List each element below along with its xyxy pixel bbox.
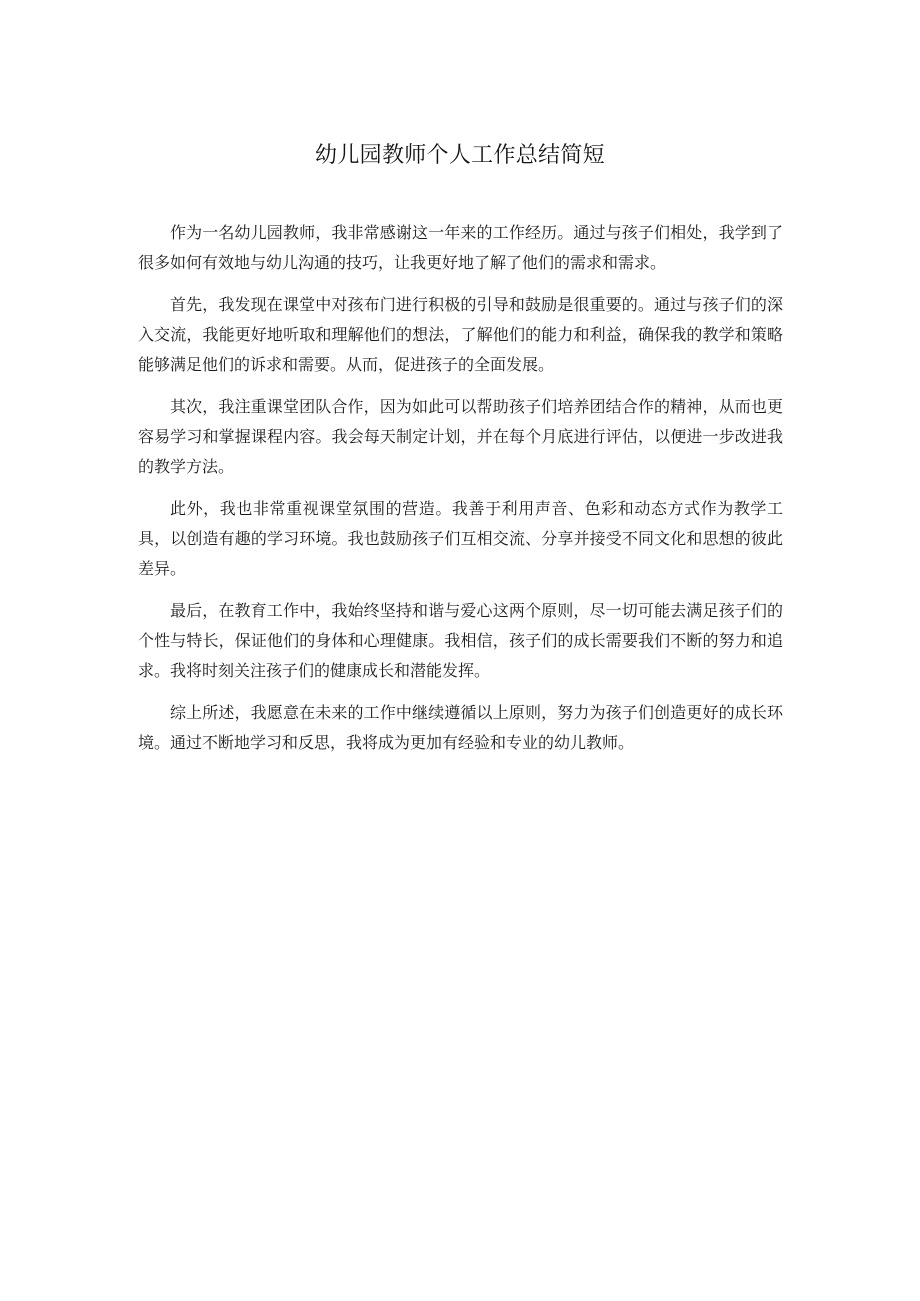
document-title: 幼儿园教师个人工作总结简短	[315, 143, 605, 168]
document-body	[138, 218, 783, 770]
paragraph-first: 首先，我发现在课堂中对孩布门进行积极的引导和鼓励是很重要的。通过与孩子们的深入交流，我能更好地听取和理解他们的想法，了解他们的能力和利益，确保我的教学和策略能够满足他们的诉求和需要。从而，促进孩子的全面发展。	[138, 295, 783, 374]
paragraph-conclusion: 综上所述，我愿意在未来的工作中继续遵循以上原则，努力为孩子们创造更好的成长环境。通过不断地学习和反思，我将成为更加有经验和专业的幼儿教师。	[138, 703, 783, 752]
paragraph-finally: 最后，在教育工作中，我始终坚持和谐与爱心这两个原则，尽一切可能去满足孩子们的个性与特长，保证他们的身体和心理健康。我相信，孩子们的成长需要我们不断的努力和追求。我将时刻关注孩子们的健康成长和潜能发挥。	[138, 601, 783, 680]
paragraph-intro: 作为一名幼儿园教师，我非常感谢这一年来的工作经历。通过与孩子们相处，我学到了很多如何有效地与幼儿沟通的技巧，让我更好地了解了他们的需求和需求。	[138, 223, 783, 272]
paragraph-additionally: 此外，我也非常重视课堂氛围的营造。我善于利用声音、色彩和动态方式作为教学工具，以创造有趣的学习环境。我也鼓励孩子们互相交流、分享并接受不同文化和思想的彼此差异。	[138, 499, 783, 578]
paragraph-second: 其次，我注重课堂团队合作，因为如此可以帮助孩子们培养团结合作的精神，从而也更容易学习和掌握课程内容。我会每天制定计划，并在每个月底进行评估，以便进一步改进我的教学方法。	[138, 397, 783, 476]
